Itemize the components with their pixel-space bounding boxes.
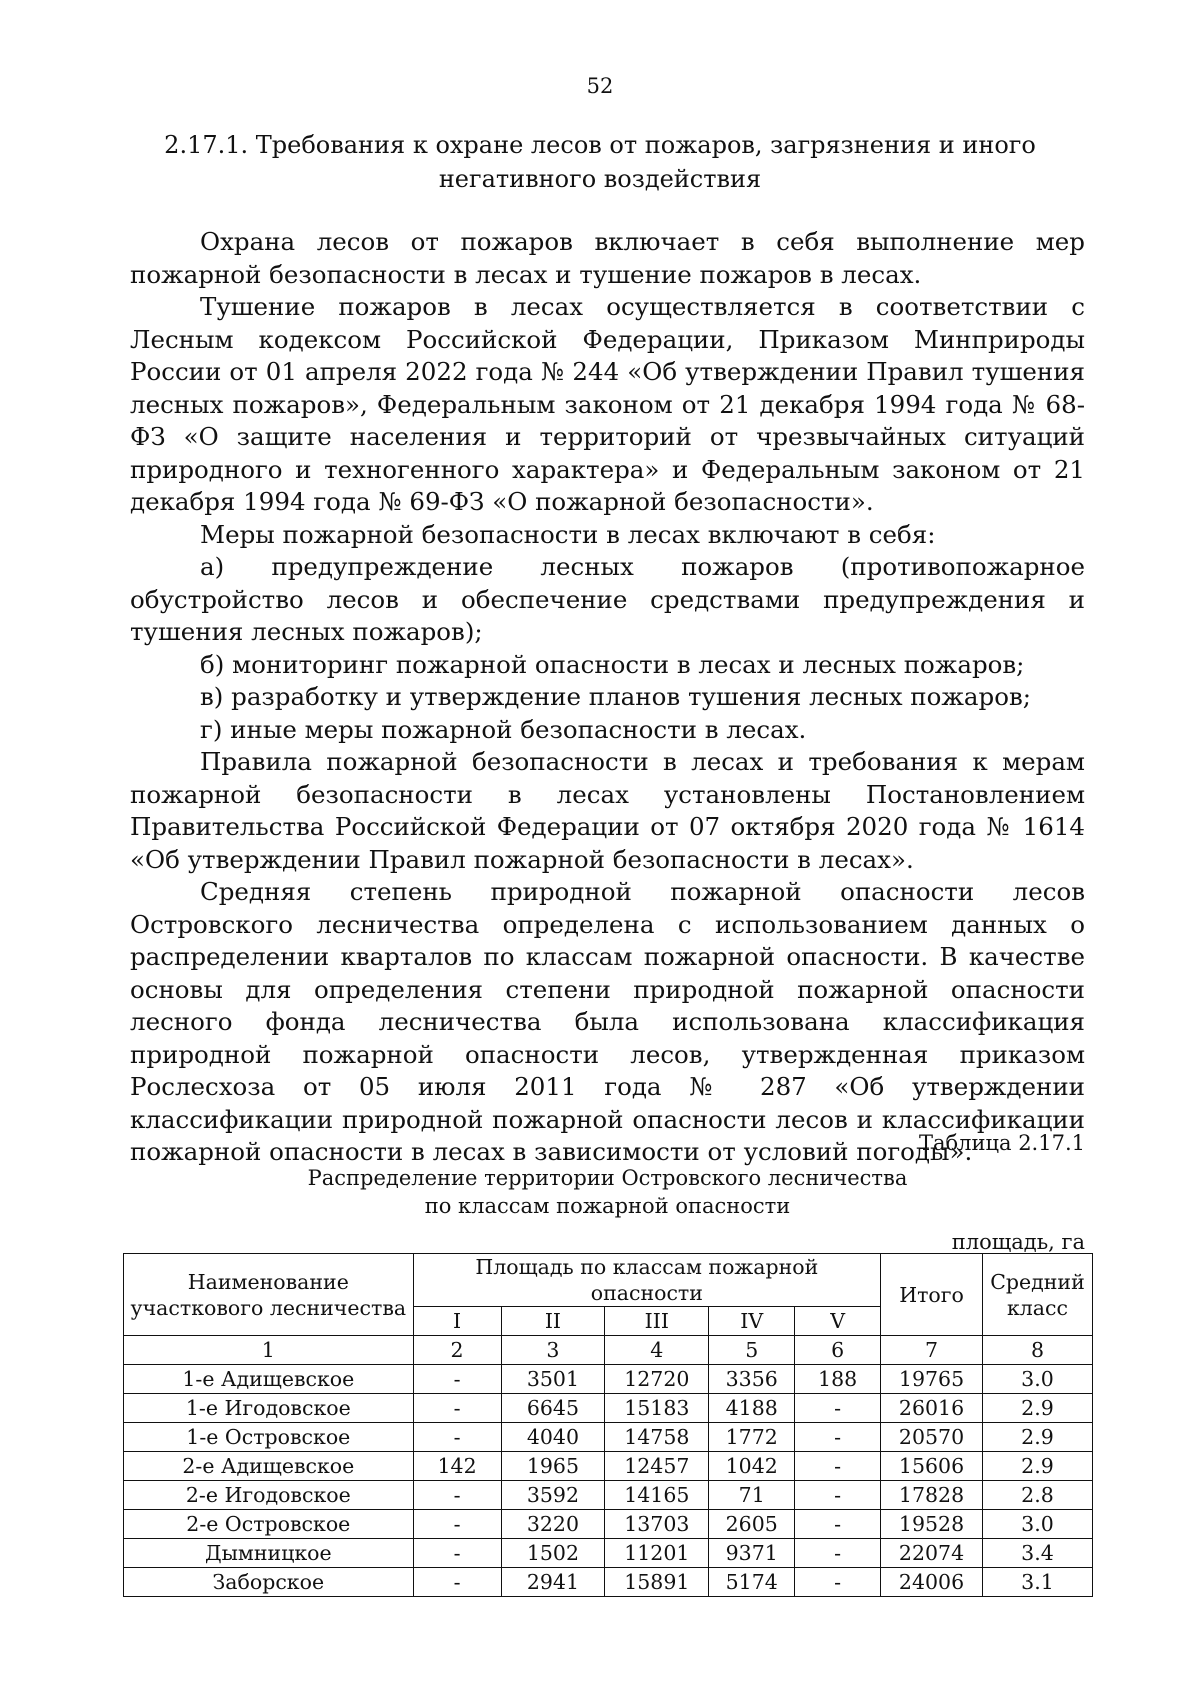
table-cell: 20570 bbox=[881, 1423, 983, 1452]
table-cell: 14165 bbox=[605, 1481, 709, 1510]
column-number: 3 bbox=[501, 1336, 605, 1365]
table-cell: 142 bbox=[413, 1452, 501, 1481]
forestry-name-cell: 2-е Адищевское bbox=[124, 1452, 414, 1481]
header-name-line-1: Наименование bbox=[187, 1269, 349, 1294]
column-number-row bbox=[124, 1336, 1093, 1365]
table-cell: 188 bbox=[795, 1365, 881, 1394]
section-heading bbox=[150, 128, 1050, 196]
table-cell: 3.0 bbox=[982, 1510, 1092, 1539]
table-cell: 14758 bbox=[605, 1423, 709, 1452]
paragraph: Меры пожарной безопасности в лесах включают в себя: bbox=[200, 519, 936, 549]
table-cell: - bbox=[413, 1394, 501, 1423]
table-cell: 3.4 bbox=[982, 1539, 1092, 1568]
list-item: в) разработку и утверждение планов тушения лесных пожаров; bbox=[200, 682, 1032, 711]
header-average-line-2: класс bbox=[1006, 1295, 1068, 1320]
table-cell: 26016 bbox=[881, 1394, 983, 1423]
table-cell: 19765 bbox=[881, 1365, 983, 1394]
column-number: 2 bbox=[413, 1336, 501, 1365]
table-row bbox=[124, 1452, 1093, 1481]
paragraph: Правила пожарной безопасности в лесах и требования к мерам пожарной безопасности в лесах установлены Постановлением Правительства Российской Федерации от 07 октября 2020 года № 1614 «Об утверждении Правил пожарной безопасности в лесах». bbox=[130, 747, 1085, 874]
body-text bbox=[130, 226, 1085, 1169]
table-unit-label: площадь, га bbox=[951, 1230, 1085, 1254]
header-area-group: Площадь по классам пожарной опасности bbox=[413, 1254, 880, 1307]
header-class-i: I bbox=[413, 1307, 501, 1336]
paragraph: Тушение пожаров в лесах осуществляется в соответствии с Лесным кодексом Российской Федерации, Приказом Минприроды России от 01 апреля 2022 года № 244 «Об утверждении Правил тушения лесных пожаров», Федеральным законом от 21 декабря 1994 года № 68-ФЗ «О защите населения и территорий от чрезвычайных ситуаций природного и техногенного характера» и Федеральным законом от 21 декабря 1994 года № 69-ФЗ «О пожарной безопасности». bbox=[130, 292, 1085, 516]
table-row bbox=[124, 1394, 1093, 1423]
table-cell: - bbox=[413, 1539, 501, 1568]
table-header-row bbox=[124, 1254, 1093, 1307]
table-cell: - bbox=[795, 1452, 881, 1481]
table-cell: 2941 bbox=[501, 1568, 605, 1597]
table-cell: - bbox=[795, 1423, 881, 1452]
table-cell: 3220 bbox=[501, 1510, 605, 1539]
table-cell: - bbox=[795, 1568, 881, 1597]
table-cell: 2605 bbox=[709, 1510, 795, 1539]
paragraph: Охрана лесов от пожаров включает в себя выполнение мер пожарной безопасности в лесах и тушение пожаров в лесах. bbox=[130, 227, 1085, 289]
table-cell: - bbox=[413, 1365, 501, 1394]
table-row bbox=[124, 1423, 1093, 1452]
table-cell: 24006 bbox=[881, 1568, 983, 1597]
header-total: Итого bbox=[881, 1254, 983, 1336]
table-row bbox=[124, 1510, 1093, 1539]
table-cell: - bbox=[413, 1510, 501, 1539]
list-item: б) мониторинг пожарной опасности в лесах и лесных пожаров; bbox=[200, 649, 1025, 679]
column-number: 8 bbox=[982, 1336, 1092, 1365]
table-cell: 15183 bbox=[605, 1394, 709, 1423]
table-cell: 4040 bbox=[501, 1423, 605, 1452]
table-cell: 3.1 bbox=[982, 1568, 1092, 1597]
forestry-name-cell: 1-е Адищевское bbox=[124, 1365, 414, 1394]
table-cell: - bbox=[413, 1423, 501, 1452]
table-cell: 19528 bbox=[881, 1510, 983, 1539]
table-cell: - bbox=[413, 1568, 501, 1597]
header-average-class bbox=[982, 1254, 1092, 1336]
table-caption: Таблица 2.17.1 bbox=[918, 1131, 1085, 1155]
paragraph: Средняя степень природной пожарной опасности лесов Островского лесничества определена с использованием данных о распределении кварталов по классам пожарной опасности. В качестве основы для определения степени природной пожарной опасности лесного фонда лесничества была использована классификация природной пожарной опасности лесов, утвержденная приказом Рослесхоза от 05 июля 2011 года № 287 «Об утверждении классификации природной пожарной опасности лесов и классификации пожарной опасности в лесах в зависимости от условий погоды». bbox=[130, 877, 1085, 1166]
header-class-ii: II bbox=[501, 1307, 605, 1336]
forestry-name-cell: Дымницкое bbox=[124, 1539, 414, 1568]
table-cell: 11201 bbox=[605, 1539, 709, 1568]
forestry-name-cell: 2-е Игодовское bbox=[124, 1481, 414, 1510]
table-cell: - bbox=[795, 1510, 881, 1539]
table-cell: 9371 bbox=[709, 1539, 795, 1568]
table-row bbox=[124, 1365, 1093, 1394]
table-cell: 2.9 bbox=[982, 1394, 1092, 1423]
column-number: 1 bbox=[124, 1336, 414, 1365]
table-cell: 2.9 bbox=[982, 1452, 1092, 1481]
list-item: а) предупреждение лесных пожаров (противопожарное обустройство лесов и обеспечение средствами предупреждения и тушения лесных пожаров); bbox=[130, 552, 1085, 646]
table-title-line-1: Распределение территории Островского лесничества bbox=[307, 1166, 908, 1190]
table-cell: 3592 bbox=[501, 1481, 605, 1510]
table-cell: 3356 bbox=[709, 1365, 795, 1394]
page-number: 52 bbox=[586, 74, 614, 98]
forestry-name-cell: 1-е Островское bbox=[124, 1423, 414, 1452]
table-cell: 5174 bbox=[709, 1568, 795, 1597]
header-average-line-1: Средний bbox=[990, 1269, 1085, 1294]
table-cell: 15606 bbox=[881, 1452, 983, 1481]
table-cell: 71 bbox=[709, 1481, 795, 1510]
header-class-iv: IV bbox=[709, 1307, 795, 1336]
table-title-line-2: по классам пожарной опасности bbox=[424, 1194, 791, 1218]
header-class-v: V bbox=[795, 1307, 881, 1336]
table-body bbox=[124, 1365, 1093, 1597]
fire-class-table bbox=[123, 1253, 1093, 1597]
forestry-name-cell: 2-е Островское bbox=[124, 1510, 414, 1539]
forestry-name-cell: 1-е Игодовское bbox=[124, 1394, 414, 1423]
table-row bbox=[124, 1539, 1093, 1568]
table-row bbox=[124, 1568, 1093, 1597]
table-cell: 12457 bbox=[605, 1452, 709, 1481]
table-cell: 1502 bbox=[501, 1539, 605, 1568]
table-cell: 4188 bbox=[709, 1394, 795, 1423]
table-title bbox=[130, 1164, 1085, 1220]
table-cell: 6645 bbox=[501, 1394, 605, 1423]
table-cell: 12720 bbox=[605, 1365, 709, 1394]
header-name-line-2: участкового лесничества bbox=[130, 1295, 407, 1320]
list-item: г) иные меры пожарной безопасности в лесах. bbox=[200, 714, 807, 744]
table-cell: 3501 bbox=[501, 1365, 605, 1394]
column-number: 6 bbox=[795, 1336, 881, 1365]
section-heading-line-1: 2.17.1. Требования к охране лесов от пожаров, загрязнения и иного bbox=[164, 131, 1036, 159]
table-row bbox=[124, 1481, 1093, 1510]
table-cell: 1772 bbox=[709, 1423, 795, 1452]
forestry-name-cell: Заборское bbox=[124, 1568, 414, 1597]
table-cell: - bbox=[795, 1481, 881, 1510]
table-cell: 3.0 bbox=[982, 1365, 1092, 1394]
table-cell: - bbox=[795, 1539, 881, 1568]
table-cell: - bbox=[795, 1394, 881, 1423]
table-cell: 2.8 bbox=[982, 1481, 1092, 1510]
table-cell: 17828 bbox=[881, 1481, 983, 1510]
table-cell: 2.9 bbox=[982, 1423, 1092, 1452]
column-number: 7 bbox=[881, 1336, 983, 1365]
header-class-iii: III bbox=[605, 1307, 709, 1336]
table-cell: 15891 bbox=[605, 1568, 709, 1597]
table-cell: 1042 bbox=[709, 1452, 795, 1481]
table-cell: - bbox=[413, 1481, 501, 1510]
table-cell: 22074 bbox=[881, 1539, 983, 1568]
table-cell: 13703 bbox=[605, 1510, 709, 1539]
section-heading-line-2: негативного воздействия bbox=[438, 165, 762, 193]
column-number: 5 bbox=[709, 1336, 795, 1365]
header-name bbox=[124, 1254, 414, 1336]
table-cell: 1965 bbox=[501, 1452, 605, 1481]
column-number: 4 bbox=[605, 1336, 709, 1365]
